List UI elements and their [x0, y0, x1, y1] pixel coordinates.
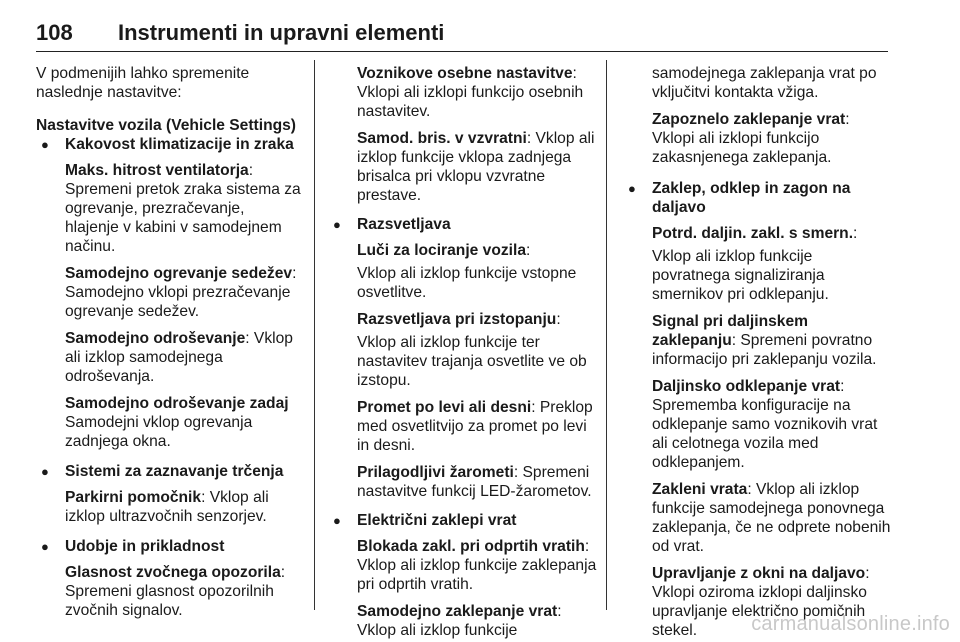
- setting-term: Razsvetljava pri izstopanju: [357, 311, 557, 328]
- setting-item: [36, 329, 301, 386]
- setting-term: Samodejno ogrevanje sedežev: [65, 265, 293, 282]
- setting-desc: : Vklop ali izklop samodejnega odroševanja.: [65, 330, 293, 385]
- column-divider: [606, 60, 607, 610]
- setting-desc: : Vklop ali izklop funkcije vklopa zadnjega brisalca pri vklopu vzvratne prestave.: [357, 130, 595, 204]
- bullet-heading: ● Kakovost klimatizacije in zraka: [36, 135, 301, 154]
- setting-desc: : Preklop med osvetlitvijo za promet po levi in desni.: [357, 399, 593, 454]
- intro-text: V podmenijih lahko spremenite naslednje nastavitve:: [36, 65, 250, 101]
- setting-term: Upravljanje z okni na daljavo: [652, 565, 866, 582]
- setting-item: [36, 488, 301, 526]
- setting-item: [652, 224, 892, 243]
- setting-term: Samodejno zaklepanje vrat: [357, 603, 558, 620]
- setting-term: Samodejno odroševanje: [65, 330, 246, 347]
- bullet-heading: ● Sistemi za zaznavanje trčenja: [36, 462, 301, 481]
- setting-desc: : Sprememba konfiguracije na odklepanje samo voznikovih vrat ali celotnega vozila med odklepanjem.: [652, 378, 878, 471]
- setting-term: Maks. hitrost ventilatorja: [65, 162, 249, 179]
- setting-desc: : Spremeni glasnost opozorilnih zvočnih signalov.: [65, 564, 286, 619]
- setting-desc: : Vklop ali izklop funkcije: [357, 603, 562, 639]
- setting-desc: : Vklopi ali izklopi funkcijo osebnih nastavitev.: [357, 65, 584, 120]
- setting-term: Prilagodljivi žarometi: [357, 464, 514, 481]
- section-heading: Nastavitve vozila (Vehicle Settings): [36, 117, 296, 134]
- page-header: [36, 20, 888, 52]
- setting-term: Zakleni vrata: [652, 481, 748, 498]
- setting-term: Voznikove osebne nastavitve: [357, 65, 573, 82]
- column-3: [652, 64, 892, 642]
- setting-item: [357, 241, 597, 260]
- setting-term: Glasnost zvočnega opozorila: [65, 564, 281, 581]
- column-2: [357, 64, 597, 642]
- setting-desc: : Vklop ali izklop funkcije samodejnega ponovnega zaklepanja, če ne odprete nobenih od vrat.: [652, 481, 891, 555]
- setting-item: [357, 129, 597, 205]
- setting-item: [36, 161, 301, 256]
- setting-term: Samod. bris. v vzvratni: [357, 130, 527, 147]
- setting-item: [357, 310, 597, 329]
- bullet-heading: ● Zaklep, odklep in zagon na daljavo: [623, 179, 892, 217]
- setting-desc: Samodejni vklop ogrevanja zadnjega okna.: [65, 414, 253, 450]
- setting-term: Zapoznelo zaklepanje vrat: [652, 111, 846, 128]
- setting-term: Luči za lociranje vozila: [357, 242, 526, 259]
- section-title: Instrumenti in upravni elementi: [118, 20, 445, 45]
- bullet-heading: ● Udobje in prikladnost: [36, 537, 301, 556]
- setting-item: [652, 312, 892, 369]
- setting-term: Daljinsko odklepanje vrat: [652, 378, 841, 395]
- bullet-heading: ● Električni zaklepi vrat: [328, 511, 597, 530]
- setting-term: Signal pri daljinskem zaklepanju: [652, 313, 808, 349]
- setting-item: [357, 463, 597, 501]
- column-1: [36, 64, 301, 628]
- setting-item: [357, 398, 597, 455]
- setting-desc: : Vklop ali izklop ultrazvočnih senzorjev.: [65, 489, 269, 525]
- setting-desc: : Spremeni nastavitve funkcij LED-žarometov.: [357, 464, 592, 500]
- continued-text: samodejnega zaklepanja vrat po vključitvi kontakta vžiga.: [652, 65, 877, 101]
- column-divider: [314, 60, 315, 610]
- setting-desc: Vklop ali izklop funkcije povratnega signaliziranja smernikov pri odklepanju.: [652, 248, 829, 303]
- setting-desc: Vklop ali izklop funkcije vstopne osvetlitve.: [357, 265, 577, 301]
- setting-desc: : Spremeni povratno informacijo pri zaklepanju vozila.: [652, 332, 877, 368]
- setting-desc: : Samodejno vklopi prezračevanje ogrevanje sedežev.: [65, 265, 297, 320]
- setting-desc: : Spremeni pretok zraka sistema za ogrevanje, prezračevanje, hlajenje v kabini v samodejnem načinu.: [65, 162, 301, 255]
- setting-item: [357, 602, 597, 640]
- bullet-heading: ● Razsvetljava: [328, 215, 597, 234]
- setting-desc: :: [853, 225, 858, 242]
- setting-item: [652, 110, 892, 167]
- setting-term: Potrd. daljin. zakl. s smern.: [652, 225, 854, 242]
- setting-item: [36, 394, 301, 451]
- setting-term: Parkirni pomočnik: [65, 489, 202, 506]
- setting-desc: : Vklopi oziroma izklopi daljinsko upravljanje električno pomičnih stekel.: [652, 565, 870, 639]
- setting-desc: : Vklop ali izklop funkcije zaklepanja pri odprtih vratih.: [357, 538, 597, 593]
- setting-item: [36, 563, 301, 620]
- setting-item: [357, 537, 597, 594]
- setting-item: [36, 264, 301, 321]
- setting-term: Promet po levi ali desni: [357, 399, 532, 416]
- setting-item: [652, 377, 892, 472]
- setting-item: [652, 480, 892, 556]
- setting-term: Samodejno odroševanje zadaj: [65, 395, 289, 412]
- setting-desc: :: [556, 311, 561, 328]
- watermark: carmanualsonline.info: [751, 613, 950, 635]
- setting-desc: :: [526, 242, 531, 259]
- setting-desc: Vklop ali izklop funkcije ter nastavitev trajanja osvetlite ve ob izstopu.: [357, 334, 587, 389]
- setting-term: Blokada zakl. pri odprtih vratih: [357, 538, 585, 555]
- page-number: 108: [36, 20, 73, 45]
- setting-item: [357, 64, 597, 121]
- setting-desc: : Vklopi ali izklopi funkcijo zakasnjenega zaklepanja.: [652, 111, 850, 166]
